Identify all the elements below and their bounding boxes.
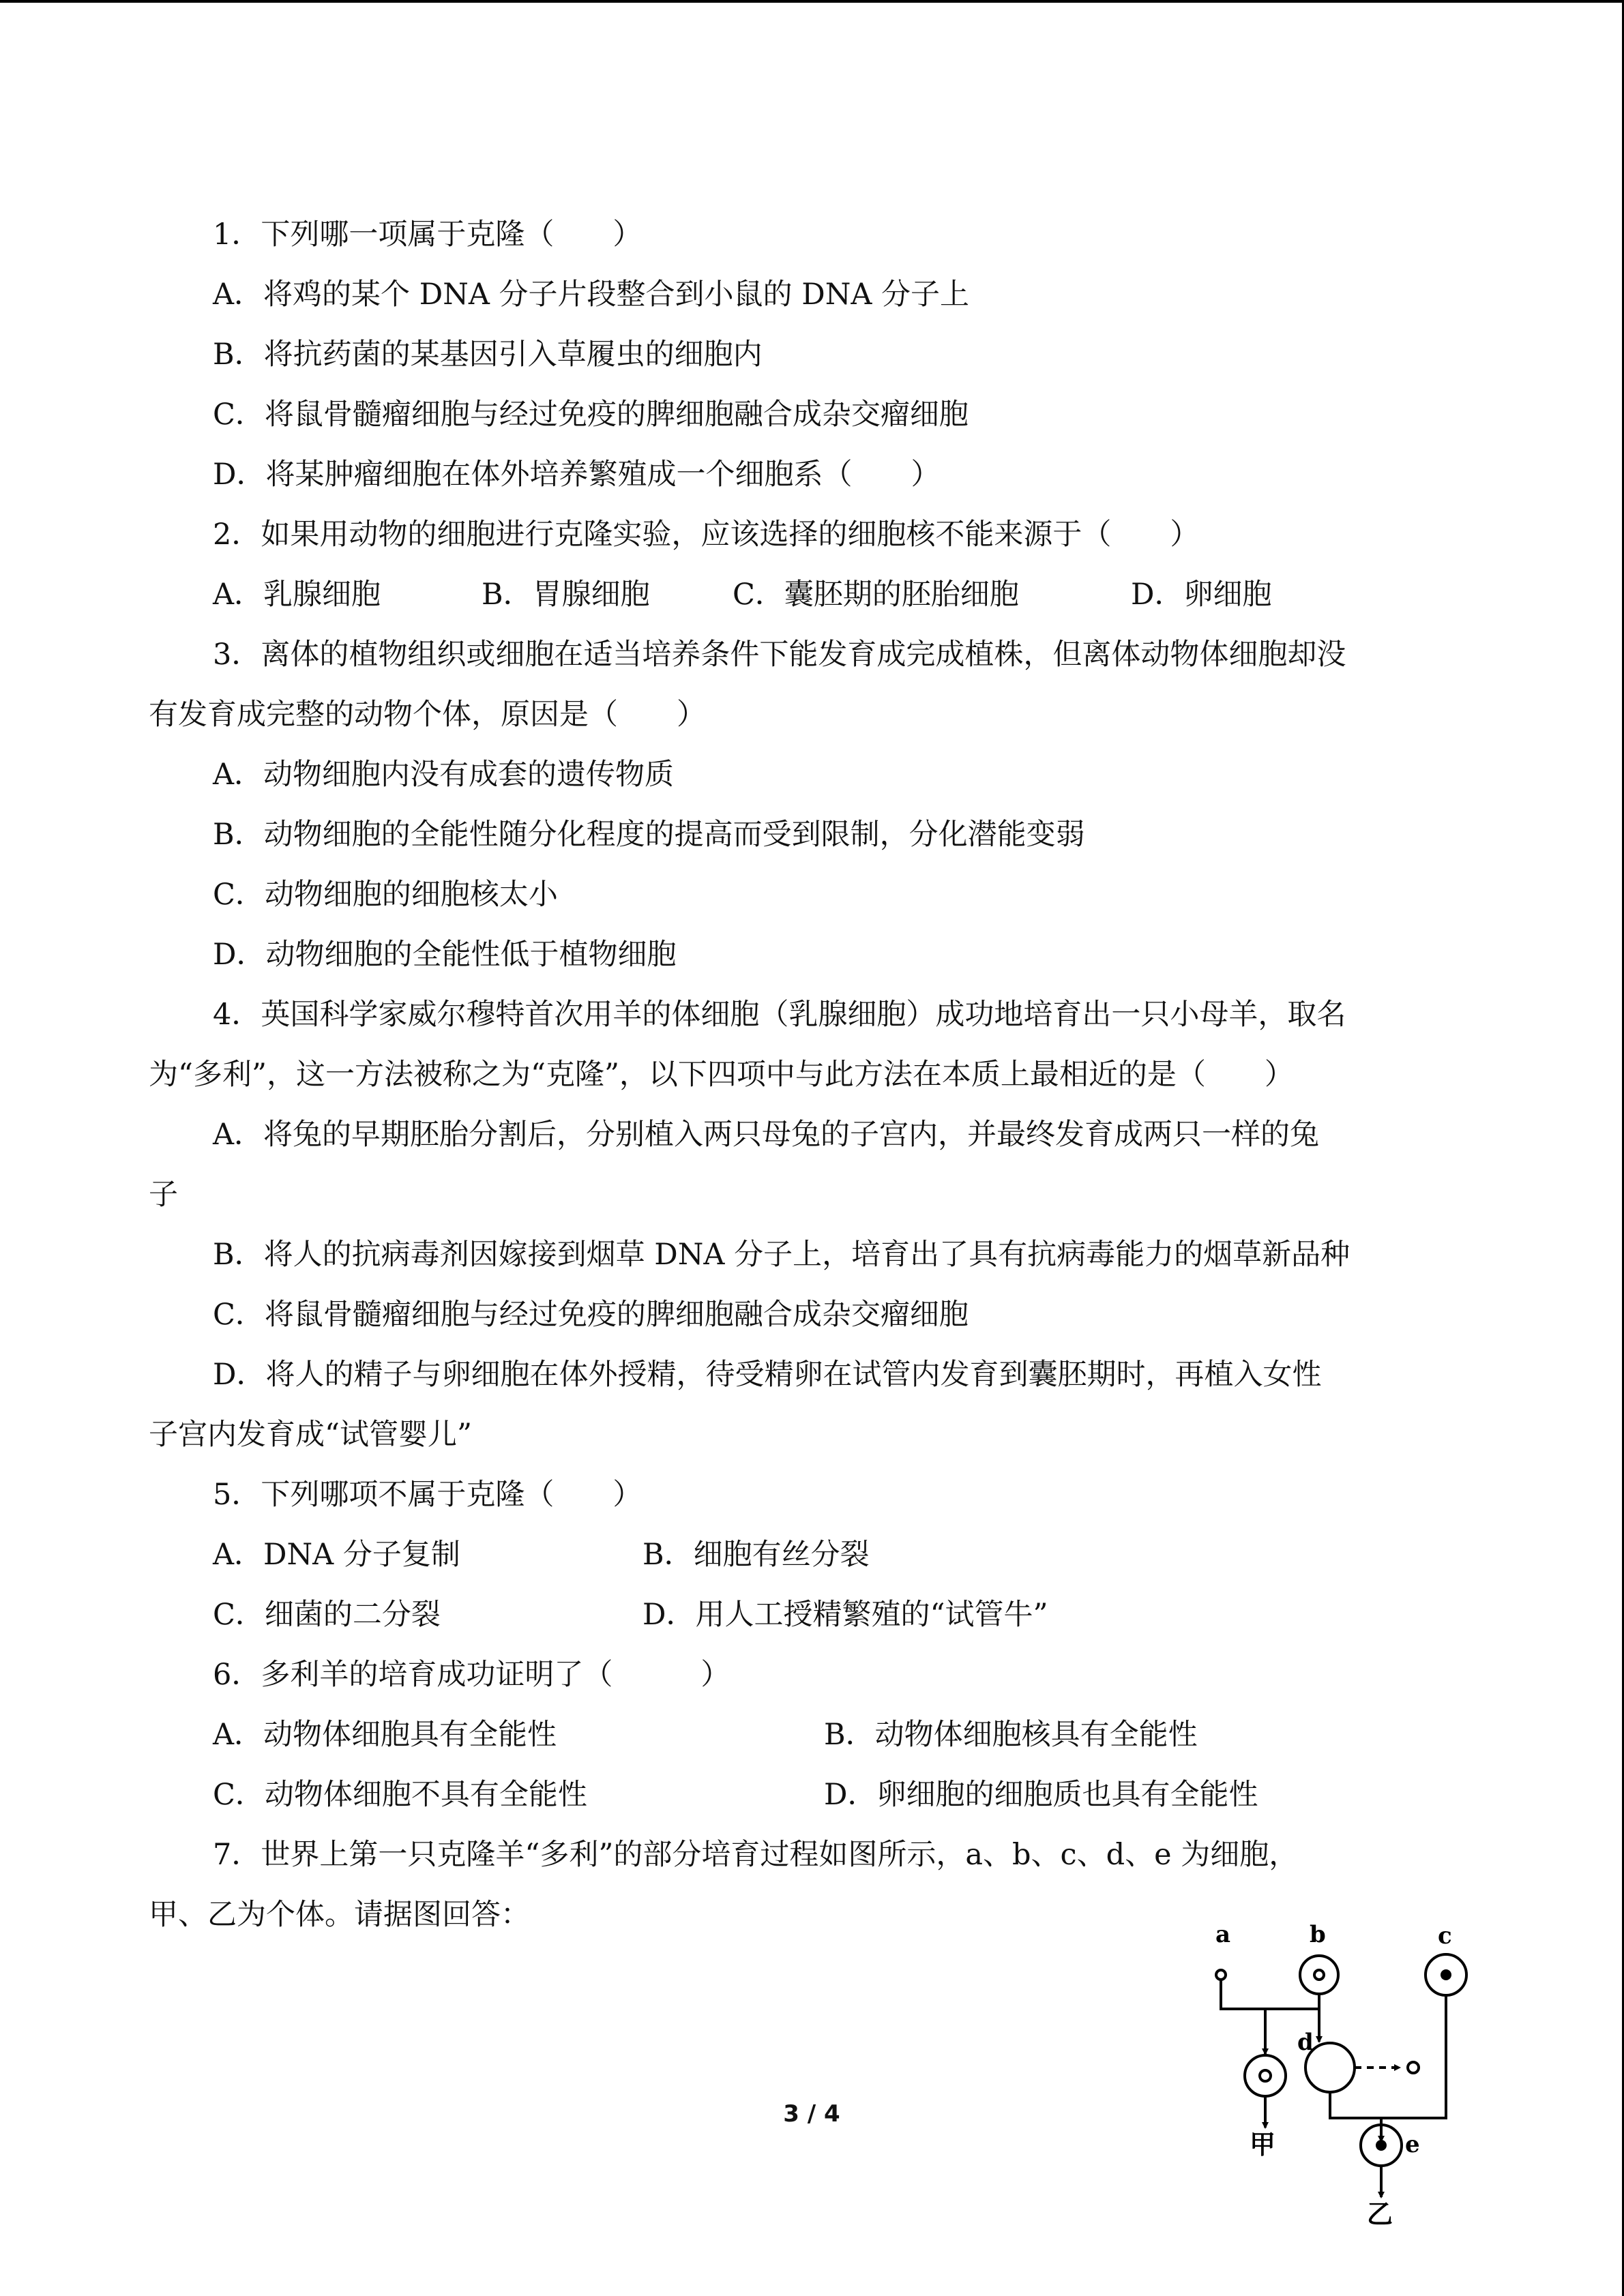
q1-option-b: B．将抗药菌的某基因引入草履虫的细胞内	[213, 338, 763, 372]
q4-option-c: C．将鼠骨髓瘤细胞与经过免疫的脾细胞融合成杂交瘤细胞	[213, 1298, 969, 1332]
q4-stem-line2: 为“多利”，这一方法被称之为“克隆”，以下四项中与此方法在本质上最相近的是（ ）	[149, 1058, 1294, 1092]
q4-stem-line1: 4．英国科学家威尔穆特首次用羊的体细胞（乳腺细胞）成功地培育出一只小母羊，取名	[213, 998, 1346, 1032]
q6-stem: 6．多利羊的培育成功证明了（ ）	[213, 1658, 730, 1692]
q2-stem: 2．如果用动物的细胞进行克隆实验，应该选择的细胞核不能来源于（ ）	[213, 518, 1200, 552]
q7-stem-line1: 7．世界上第一只克隆羊“多利”的部分培育过程如图所示，a、b、c、d、e 为细胞，	[213, 1838, 1299, 1872]
q4-option-a-line1: A．将兔的早期胚胎分割后，分别植入两只母兔的子宫内，并最终发育成两只一样的兔	[213, 1118, 1320, 1152]
label-e: e	[1405, 2131, 1420, 2158]
q5-option-d: D．用人工授精繁殖的“试管牛”	[643, 1598, 1048, 1632]
q3-option-a: A．动物细胞内没有成套的遗传物质	[213, 758, 675, 792]
q1-option-c: C．将鼠骨髓瘤细胞与经过免疫的脾细胞融合成杂交瘤细胞	[213, 398, 969, 432]
cell-e-nucleus	[1376, 2140, 1387, 2151]
q2-option-a: A．乳腺细胞	[213, 578, 381, 612]
q2-option-d: D．卵细胞	[1131, 578, 1272, 612]
q4-option-d-line2: 子宫内发育成“试管婴儿”	[149, 1418, 472, 1452]
cell-b-nucleus	[1314, 1970, 1324, 1980]
q4-option-a-line2: 子	[149, 1178, 178, 1212]
removed-nucleus	[1408, 2062, 1419, 2073]
label-jia: 甲	[1250, 2129, 1276, 2160]
q3-stem-line1: 3．离体的植物组织或细胞在适当培养条件下能发育成完成植株，但离体动物体细胞却没	[213, 638, 1346, 672]
q5-option-a: A．DNA 分子复制	[213, 1538, 460, 1572]
label-c: c	[1438, 1923, 1452, 1950]
q3-option-b: B．动物细胞的全能性随分化程度的提高而受到限制，分化潜能变弱	[213, 818, 1085, 852]
top-border	[0, 0, 1624, 3]
cell-c-nucleus	[1441, 1969, 1451, 1980]
connector-c-d	[1330, 1995, 1446, 2118]
label-yi: 乙	[1367, 2198, 1393, 2229]
q5-option-c: C．细菌的二分裂	[213, 1598, 441, 1632]
fused-cell	[1245, 2055, 1286, 2096]
q4-option-d-line1: D．将人的精子与卵细胞在体外授精，待受精卵在试管内发育到囊胚期时，再植入女性	[213, 1358, 1322, 1392]
q6-option-c: C．动物体细胞不具有全能性	[213, 1778, 587, 1812]
connector-a-b	[1221, 1980, 1319, 2009]
q6-option-a: A．动物体细胞具有全能性	[213, 1718, 557, 1752]
q5-option-b: B．细胞有丝分裂	[643, 1538, 870, 1572]
q2-option-b: B．胃腺细胞	[482, 578, 650, 612]
q6-option-d: D．卵细胞的细胞质也具有全能性	[824, 1778, 1258, 1812]
page-number: 3 / 4	[783, 2100, 840, 2128]
q3-option-d: D．动物细胞的全能性低于植物细胞	[213, 938, 677, 972]
q1-stem: 1．下列哪一项属于克隆（ ）	[213, 218, 643, 252]
label-d: d	[1297, 2029, 1314, 2056]
label-b: b	[1310, 1923, 1326, 1948]
cell-a	[1216, 1970, 1226, 1980]
q4-option-b: B．将人的抗病毒剂因嫁接到烟草 DNA 分子上，培育出了具有抗病毒能力的烟草新品种	[213, 1238, 1350, 1272]
q3-option-c: C．动物细胞的细胞核太小	[213, 878, 558, 912]
q1-option-a: A．将鸡的某个 DNA 分子片段整合到小鼠的 DNA 分子上	[213, 278, 970, 312]
fused-cell-nucleus	[1260, 2070, 1271, 2081]
q7-stem-line2: 甲、乙为个体。请据图回答：	[149, 1898, 530, 1932]
q2-option-c: C．囊胚期的胚胎细胞	[733, 578, 1019, 612]
cloning-process-diagram	[1200, 1923, 1487, 2243]
q6-option-b: B．动物体细胞核具有全能性	[824, 1718, 1198, 1752]
cell-b	[1300, 1956, 1338, 1994]
q5-stem: 5．下列哪项不属于克隆（ ）	[213, 1478, 643, 1512]
label-a: a	[1215, 1923, 1231, 1948]
q1-option-d: D．将某肿瘤细胞在体外培养繁殖成一个细胞系（ ）	[213, 458, 941, 492]
q3-stem-line2: 有发育成完整的动物个体，原因是（ ）	[149, 698, 706, 732]
